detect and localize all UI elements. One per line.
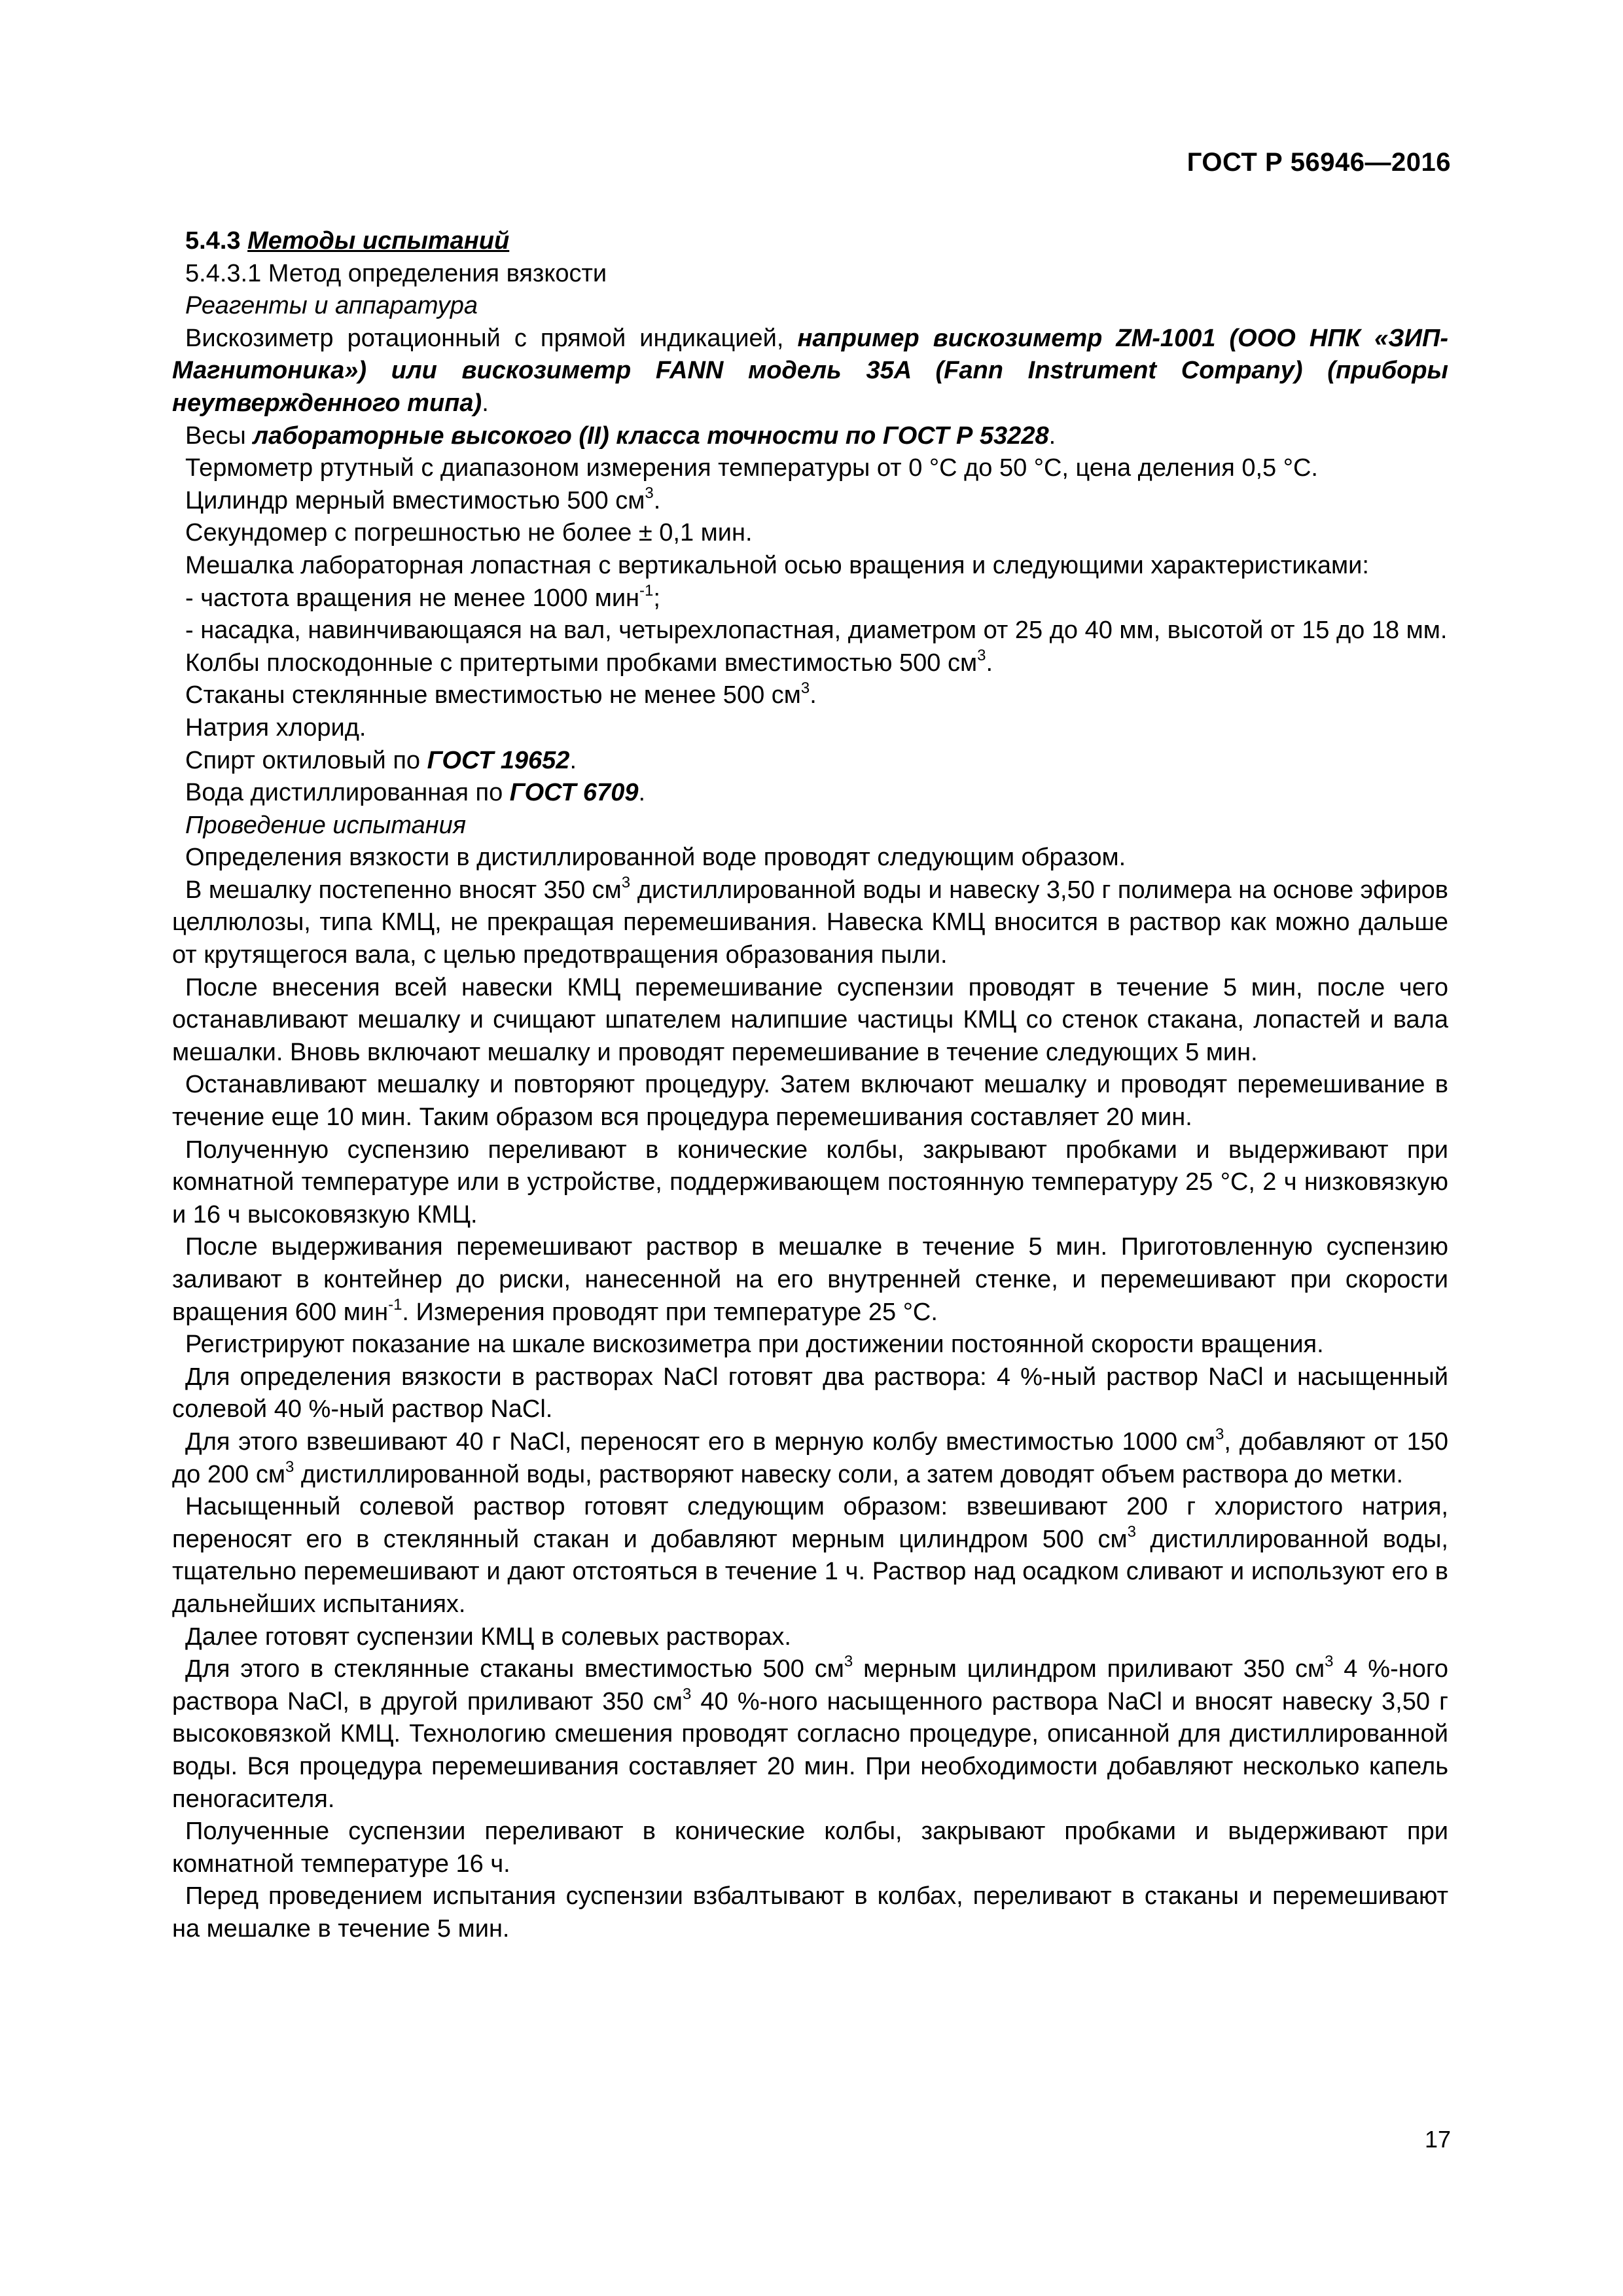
octyl-end: . xyxy=(569,746,577,774)
scales-bold-text: лабораторные высокого (II) класса точности по ГОСТ Р 53228 xyxy=(253,422,1049,450)
flasks-text: Колбы плоскодонные с притертыми пробками вместимостью 500 см xyxy=(185,649,978,677)
procedure-paragraph-1: Определения вязкости в дистиллированной воде проводят следующим образом. xyxy=(185,844,1126,872)
procedure-paragraph-3: После внесения всей навески КМЦ перемешивание суспензии проводят в течение 5 мин, после чего останавливают мешалку и счищают шпателем налипшие частицы КМЦ со стенок стакана, лопастей и вала мешалки. Вновь включают мешалку и проводят перемешивание в течение следующих 5 мин. xyxy=(172,973,1448,1066)
p12-text-d: 40 %-ного насыщенного раствора NaCl и вносят навеску 3,50 г высоковязкой КМЦ. Технологию смешения проводят согласно процедуре, описанной для дистиллированной воды. Вся процедура перемешивания составляет 20 мин. При необходимости добавляют несколько капель пеногасителя. xyxy=(172,1687,1448,1813)
viscometer-paragraph xyxy=(172,323,1448,420)
procedure-paragraph-2 xyxy=(172,874,1448,972)
water-standard: ГОСТ 6709 xyxy=(509,779,639,807)
p6-text-end: . Измерения проводят при температуре 25 °С. xyxy=(402,1298,938,1326)
beakers-sup: 3 xyxy=(800,679,810,697)
p12-sup-3: 3 xyxy=(682,1685,692,1704)
flasks-paragraph xyxy=(172,647,1448,680)
procedure-paragraph-5: Полученную суспензию переливают в конические колбы, закрывают пробками и выдерживают при комнатной температуре или в устройстве, поддерживающем постоянную температуру 25 °С, 2 ч низковязкую и 16 ч высоковязкую КМЦ. xyxy=(172,1136,1448,1229)
mixer-item-speed-sup: -1 xyxy=(639,581,654,600)
p10-sup: 3 xyxy=(1127,1523,1136,1541)
section-heading xyxy=(172,225,1448,258)
cylinder-end: . xyxy=(653,486,661,514)
p9-text-mid: , добавляют от 150 до 200 см xyxy=(172,1427,1448,1488)
viscometer-end: . xyxy=(482,389,489,417)
procedure-paragraph-4: Останавливают мешалку и повторяют процедуру. Затем включают мешалку и проводят перемешивание в течение еще 10 мин. Таким образом вся процедура перемешивания составляет 20 мин. xyxy=(172,1071,1448,1132)
p9-sup-1: 3 xyxy=(1215,1426,1224,1444)
p12-sup-2: 3 xyxy=(1325,1653,1334,1671)
scales-paragraph xyxy=(172,420,1448,453)
mixer-item-nozzle: - насадка, навинчивающаяся на вал, четырехлопастная, диаметром от 25 до 40 мм, высотой от 15 до 18 мм. xyxy=(185,617,1448,645)
p2-text: В мешалку постепенно вносят 350 см xyxy=(185,876,622,904)
beakers-paragraph xyxy=(172,679,1448,712)
water-paragraph xyxy=(172,777,1448,810)
mixer-item-speed xyxy=(172,583,1448,615)
scales-text: Весы xyxy=(185,422,253,450)
subsection-heading: 5.4.3.1 Метод определения вязкости xyxy=(185,259,607,287)
p9-text: Для этого взвешивают 40 г NaCl, переносят его в мерную колбу вместимостью 1000 см xyxy=(185,1427,1216,1456)
document-code-header: ГОСТ Р 56946—2016 xyxy=(1186,148,1451,177)
procedure-paragraph-6 xyxy=(172,1231,1448,1329)
reagents-heading: Реагенты и аппаратура xyxy=(185,292,478,320)
water-text: Вода дистиллированная по xyxy=(185,779,510,807)
p12-text-c: 4 %-ного раствора NaCl, в другой приливают 350 см xyxy=(172,1655,1449,1715)
p12-sup-1: 3 xyxy=(844,1653,853,1671)
cylinder-text: Цилиндр мерный вместимостью 500 см xyxy=(185,486,645,514)
beakers-end: . xyxy=(810,681,817,709)
cylinder-paragraph xyxy=(172,485,1448,518)
procedure-paragraph-9 xyxy=(172,1426,1448,1491)
document-body xyxy=(172,225,1448,1945)
octyl-paragraph xyxy=(172,745,1448,778)
mixer-item-speed-end: ; xyxy=(653,584,660,612)
octyl-text: Спирт октиловый по xyxy=(185,746,427,774)
section-title: Методы испытаний xyxy=(247,227,510,255)
section-number: 5.4.3 xyxy=(185,227,241,255)
procedure-paragraph-13: Полученные суспензии переливают в конические колбы, закрывают пробками и выдерживают при комнатной температуре 16 ч. xyxy=(172,1818,1448,1878)
flasks-sup: 3 xyxy=(977,647,986,665)
water-end: . xyxy=(638,779,646,807)
p12-text-a: Для этого в стеклянные стаканы вместимостью 500 см xyxy=(185,1655,844,1683)
p2-sup: 3 xyxy=(621,874,631,892)
page-number: 17 xyxy=(1424,2126,1451,2153)
p10-text-end: дистиллированной воды, тщательно перемешивают и дают отстояться в течение 1 ч. Раствор над осадком сливают и используют его в дальнейших испытаниях. xyxy=(172,1525,1448,1618)
octyl-standard: ГОСТ 19652 xyxy=(427,746,570,774)
procedure-paragraph-14: Перед проведением испытания суспензии взбалтывают в колбах, переливают в стаканы и перемешивают на мешалке в течение 5 мин. xyxy=(172,1882,1448,1943)
procedure-heading: Проведение испытания xyxy=(185,811,467,839)
p2-text-end: дистиллированной воды и навеску 3,50 г полимера на основе эфиров целлюлозы, типа КМЦ, не прекращая перемешивания. Навеска КМЦ вносится в раствор как можно дальше от крутящегося вала, с целью предотвращения образования пыли. xyxy=(172,876,1448,969)
p12-text-b: мерным цилиндром приливают 350 см xyxy=(853,1655,1325,1683)
procedure-paragraph-12 xyxy=(172,1653,1448,1816)
mixer-paragraph: Мешалка лабораторная лопастная с вертикальной осью вращения и следующими характеристиками: xyxy=(185,551,1369,579)
procedure-paragraph-11: Далее готовят суспензии КМЦ в солевых растворах. xyxy=(185,1623,791,1651)
stopwatch-paragraph: Секундомер с погрешностью не более ± 0,1 мин. xyxy=(185,519,753,547)
viscometer-text: Вискозиметр ротационный с прямой индикацией, xyxy=(185,324,798,352)
p6-text: После выдерживания перемешивают раствор в мешалке в течение 5 мин. Приготовленную суспензию заливают в контейнер до риски, нанесенной на его внутренней стенке, и перемешивают при скорости вращения 600 мин xyxy=(172,1233,1448,1326)
procedure-paragraph-10 xyxy=(172,1491,1448,1621)
cylinder-sup: 3 xyxy=(645,484,654,503)
procedure-paragraph-7: Регистрируют показание на шкале вискозиметра при достижении постоянной скорости вращения. xyxy=(185,1331,1324,1359)
nacl-paragraph: Натрия хлорид. xyxy=(185,713,366,742)
procedure-paragraph-8: Для определения вязкости в растворах NaCl готовят два раствора: 4 %-ный раствор NaCl и насыщенный солевой 40 %-ный раствор NaCl. xyxy=(172,1363,1448,1424)
p10-text: Насыщенный солевой раствор готовят следующим образом: взвешивают 200 г хлористого натрия, переносят его в стеклянный стакан и добавляют мерным цилиндром 500 см xyxy=(172,1493,1448,1553)
scales-end: . xyxy=(1048,422,1056,450)
beakers-text: Стаканы стеклянные вместимостью не менее 500 см xyxy=(185,681,801,709)
flasks-end: . xyxy=(986,649,993,677)
thermometer-paragraph: Термометр ртутный с диапазоном измерения температуры от 0 °С до 50 °С, цена деления 0,5 °С. xyxy=(185,454,1318,482)
p9-sup-2: 3 xyxy=(285,1458,294,1476)
mixer-item-speed-text: - частота вращения не менее 1000 мин xyxy=(185,584,640,612)
p9-text-end: дистиллированной воды, растворяют навеску соли, а затем доводят объем раствора до метки. xyxy=(294,1460,1404,1488)
p6-sup: -1 xyxy=(388,1295,402,1314)
viscometer-bold-text: например вискозиметр ZM-1001 (ООО НПК «ЗИП-Магнитоника») или вискозиметр FANN модель 35A (Fann Instrument Company) (приборы неутвержденного типа) xyxy=(172,324,1448,417)
